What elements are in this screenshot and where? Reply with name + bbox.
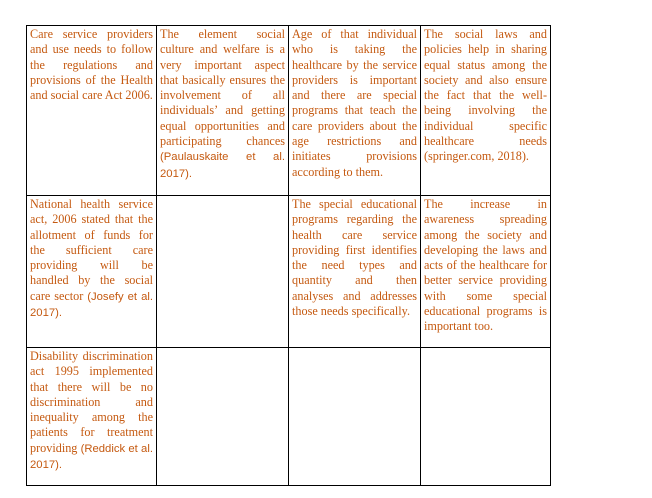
table-cell-empty (157, 196, 289, 348)
citation: (Reddick et al. 2017). (30, 442, 153, 472)
table-cell-empty (421, 348, 551, 486)
cell-text: Age of that individual who is taking the healthcare by the service providers is important and there are special programs that teach the care providers about the age restrictions and initiates provisions according to them. (292, 27, 417, 179)
cell-text: The element social culture and welfare is a very important aspect that basically ensures the involvement of all individuals’ and getting equal opportunities and participating chances (160, 27, 285, 149)
table-row (27, 196, 551, 348)
table-cell (27, 348, 157, 486)
document-table (26, 25, 551, 486)
cell-text: Care service providers and use needs to follow the regulations and provisions of the Health and social care Act 2006. (30, 27, 153, 103)
table-cell (27, 196, 157, 348)
cell-text: The social laws and policies help in sharing equal status among the society and also ensure the fact that the well-being involving the individual specific healthcare needs (springer.com, 2018). (424, 27, 547, 164)
cell-text: Disability discrimination act 1995 implemented that there will be no discrimination and inequality among the patients for treatment providing (30, 349, 153, 455)
table-cell (27, 26, 157, 196)
cell-text: The increase in awareness spreading among the society and developing the laws and acts of the healthcare for better service providing with some special educational programs is important too. (424, 197, 547, 334)
table-cell-empty (289, 348, 421, 486)
citation: (Paulauskaite et al. 2017). (160, 151, 285, 180)
cell-text: National health service act, 2006 stated that the allotment of funds for the sufficient care providing will be handled by the social care sector (30, 197, 153, 303)
table-cell-empty (157, 348, 289, 486)
table-cell (421, 196, 551, 348)
citation: (Josefy et al. 2017). (30, 290, 154, 320)
table-row (27, 348, 551, 486)
table-cell (157, 26, 289, 196)
table-cell (289, 196, 421, 348)
table-row (27, 26, 551, 196)
table-cell (289, 26, 421, 196)
cell-text: The special educational programs regarding the health care service providing first identifies the need types and quantity and then analyses and addresses those needs specifically. (292, 197, 417, 319)
table-cell (421, 26, 551, 196)
